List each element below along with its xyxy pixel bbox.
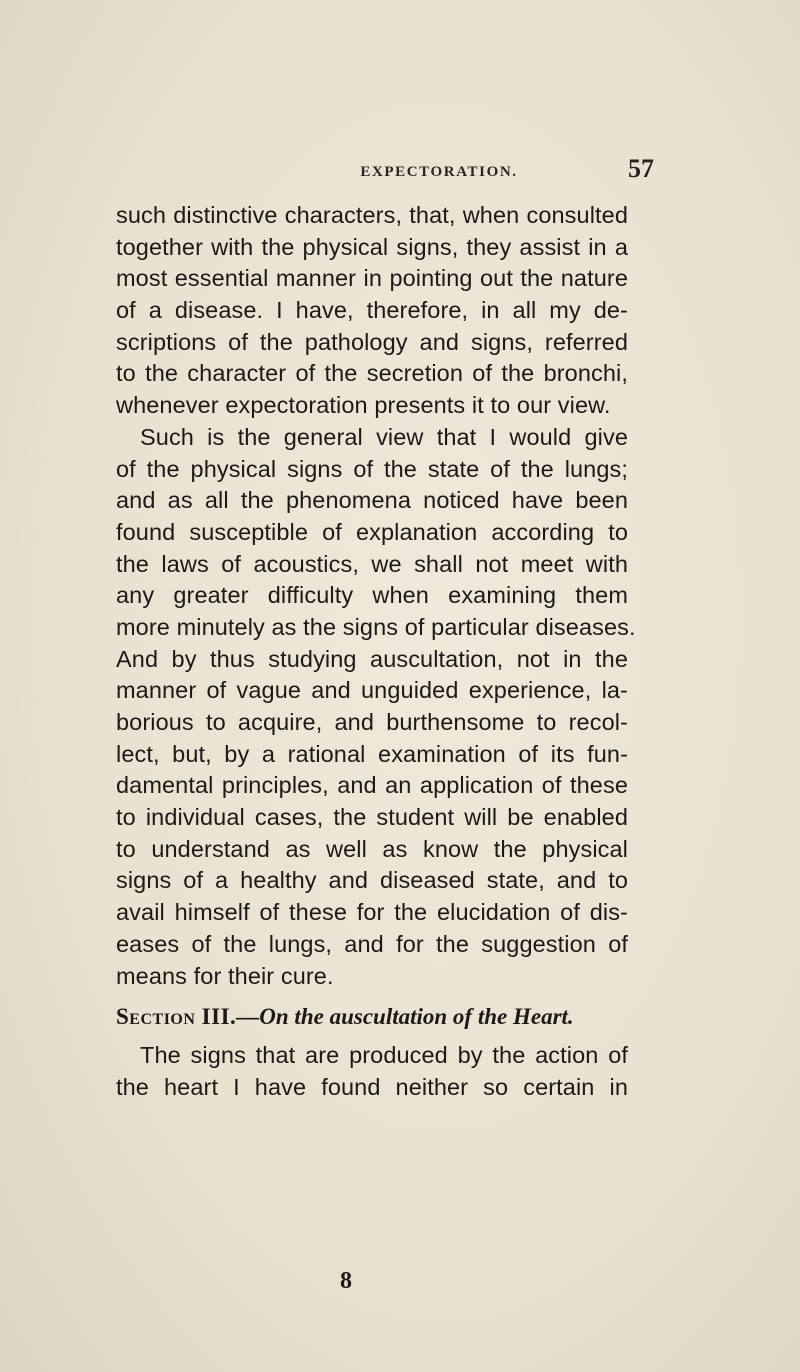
text-line: to the character of the secretion of the bronchi, [116, 360, 628, 387]
text-line: to understand as well as know the physical [116, 835, 628, 862]
section-label: Section III. [116, 1004, 237, 1030]
body-text [116, 200, 636, 1104]
section-heading [116, 1000, 628, 1034]
text-line: manner of vague and unguided experience, la- [116, 677, 628, 704]
text-line: and as all the phenomena noticed have been [116, 487, 628, 514]
text-line: whenever expectoration presents it to our view. [116, 392, 611, 419]
text-line: eases of the lungs, and for the suggestion of [116, 930, 628, 957]
text-line: found susceptible of explanation according to [116, 518, 628, 545]
running-title: EXPECTORATION. [360, 164, 518, 180]
signature-mark: 8 [340, 1268, 352, 1294]
page-number: 57 [628, 154, 654, 183]
text-line: any greater difficulty when examining them [116, 582, 628, 609]
text-line: most essential manner in pointing out the nature [116, 265, 628, 292]
text-line: Such is the general view that I would give [140, 423, 628, 450]
text-line: avail himself of these for the elucidation of dis- [116, 899, 628, 926]
text-line: together with the physical signs, they assist in a [116, 233, 628, 260]
text-line: And by thus studying auscultation, not in the [116, 645, 628, 672]
text-line: The signs that are produced by the action of [140, 1042, 628, 1069]
text-line: means for their cure. [116, 962, 334, 989]
text-line: signs of a healthy and diseased state, and to [116, 867, 628, 894]
text-line: to individual cases, the student will be enabled [116, 804, 628, 831]
text-line: scriptions of the pathology and signs, referred [116, 328, 628, 355]
text-line: the heart I have found neither so certain in [116, 1073, 628, 1100]
section-title: —On the auscultation of the Heart. [236, 1004, 574, 1030]
text-line: of a disease. I have, therefore, in all my de- [116, 297, 628, 324]
text-line: more minutely as the signs of particular diseases. [116, 613, 636, 640]
text-line: lect, but, by a rational examination of its fun- [116, 740, 628, 767]
text-line: borious to acquire, and burthensome to recol- [116, 709, 628, 735]
text-line: damental principles, and an application of these [116, 772, 628, 799]
running-head [224, 152, 654, 192]
text-line: the laws of acoustics, we shall not meet with [116, 550, 628, 577]
text-line: of the physical signs of the state of the lungs; [116, 455, 628, 482]
text-line: such distinctive characters, that, when consulted [116, 202, 628, 228]
